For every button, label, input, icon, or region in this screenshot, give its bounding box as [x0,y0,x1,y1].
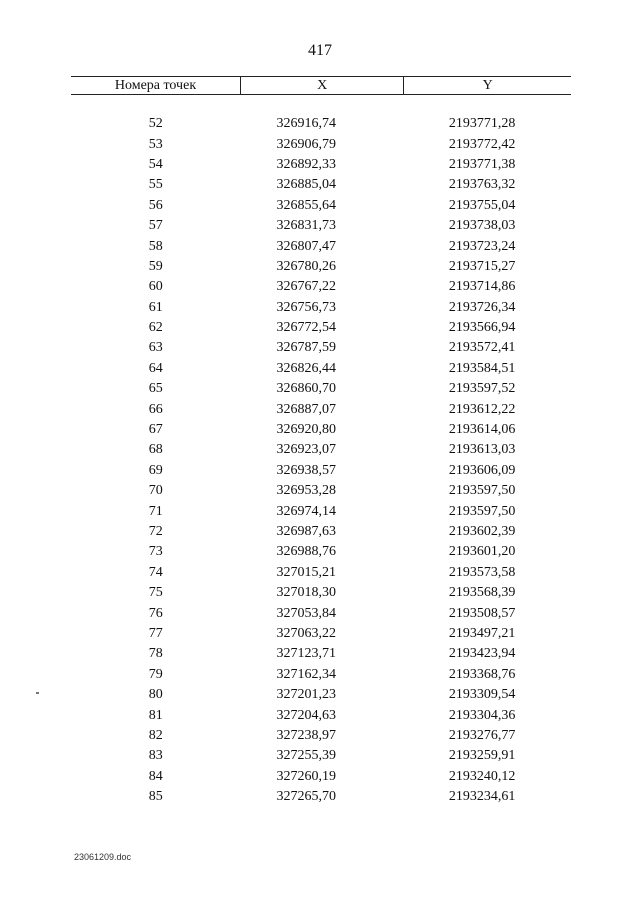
header-point-number: Номера точек [71,77,240,95]
x-coordinate-cell: 327123,71 [276,646,336,662]
table-row [71,542,571,562]
y-coordinate-cell: 2193614,06 [448,422,516,438]
y-coordinate-cell: 2193755,04 [448,197,516,213]
table-row [71,481,571,501]
y-coordinate-cell: 2193568,39 [448,585,516,601]
table-row [71,705,571,725]
x-coordinate-cell: 326974,14 [276,503,336,519]
y-coordinate-cell: 2193566,94 [448,320,516,336]
x-coordinate-cell: 327255,39 [276,748,336,764]
point-number-cell: 55 [148,177,163,193]
point-number-cell: 60 [148,279,163,295]
y-coordinate-cell: 2193508,57 [448,605,516,621]
x-coordinate-cell: 327204,63 [276,707,336,723]
table-row [71,787,571,807]
footer-filename: 23061209.doc [74,852,132,862]
table-row [71,501,571,521]
y-coordinate-cell: 2193234,61 [448,789,516,805]
y-coordinate-cell: 2193763,32 [448,177,516,193]
x-coordinate-cell: 326767,22 [276,279,336,295]
header-x: X [240,77,403,95]
x-coordinate-cell: 326938,57 [276,462,336,478]
x-coordinate-cell: 326920,80 [276,422,336,438]
point-number-cell: 73 [148,544,163,560]
table-row [71,624,571,644]
point-number-cell: 64 [148,360,163,376]
table-row [71,563,571,583]
point-number-cell: 56 [148,197,163,213]
x-coordinate-cell: 327053,84 [276,605,336,621]
point-number-cell: 63 [148,340,163,356]
x-coordinate-cell: 326988,76 [276,544,336,560]
x-coordinate-cell: 327265,70 [276,789,336,805]
y-coordinate-cell: 2193772,42 [448,136,516,152]
y-coordinate-cell: 2193771,28 [448,116,516,132]
x-coordinate-cell: 326860,70 [276,381,336,397]
x-coordinate-cell: 327018,30 [276,585,336,601]
x-coordinate-cell: 326916,74 [276,116,336,132]
y-coordinate-cell: 2193584,51 [448,360,516,376]
page-number: 417 [308,42,332,59]
y-coordinate-cell: 2193368,76 [448,666,516,682]
table-row [71,196,571,216]
x-coordinate-cell: 326892,33 [276,156,336,172]
y-coordinate-cell: 2193771,38 [448,156,516,172]
point-number-cell: 58 [148,238,163,254]
table-row [71,399,571,419]
table-row [71,726,571,746]
point-number-cell: 77 [148,625,163,641]
y-coordinate-cell: 2193276,77 [448,727,516,743]
y-coordinate-cell: 2193613,03 [448,442,516,458]
table-row [71,277,571,297]
y-coordinate-cell: 2193714,86 [448,279,516,295]
y-coordinate-cell: 2193597,52 [448,381,516,397]
x-coordinate-cell: 326780,26 [276,258,336,274]
point-number-cell: 54 [148,156,163,172]
table-row [71,767,571,787]
y-coordinate-cell: 2193423,94 [448,646,516,662]
point-number-cell: 72 [148,524,163,539]
point-number-cell: 69 [148,462,163,478]
point-number-cell: 71 [148,503,163,519]
point-number-cell: 59 [148,258,163,274]
header-row [71,77,571,95]
x-coordinate-cell: 326923,07 [276,442,336,458]
table-row [71,134,571,154]
y-coordinate-cell: 2193240,12 [448,768,516,784]
point-number-cell: 83 [148,748,163,764]
table-row [71,236,571,256]
table-row [71,318,571,338]
point-number-cell: 57 [148,218,163,234]
table-row [71,114,571,134]
x-coordinate-cell: 326807,47 [276,238,336,254]
point-number-cell: 65 [148,381,163,397]
point-number-cell: 80 [148,687,163,703]
table-row [71,216,571,236]
point-number-cell: 66 [148,401,163,417]
x-coordinate-cell: 326772,54 [276,320,336,336]
x-coordinate-cell: 327260,19 [276,768,336,784]
table-body [71,95,571,808]
table-row [71,665,571,685]
point-number-cell: 68 [148,442,163,458]
header-y: Y [404,77,571,95]
point-number-cell: 67 [148,422,163,438]
spacer-cell [71,95,571,115]
table-row [71,644,571,664]
x-coordinate-cell: 326826,44 [276,360,336,376]
table-row [71,175,571,195]
point-number-cell: 79 [148,666,163,682]
y-coordinate-cell: 2193738,03 [448,218,516,234]
table-row [71,359,571,379]
point-number-cell: 75 [148,585,163,601]
point-number-cell: 78 [148,646,163,662]
x-coordinate-cell: 327238,97 [276,727,336,743]
x-coordinate-cell: 326987,63 [276,524,336,539]
table-row [71,298,571,318]
table-row [71,379,571,399]
point-number-cell: 81 [148,707,163,723]
x-coordinate-cell: 327162,34 [276,666,336,682]
y-coordinate-cell: 2193606,09 [448,462,516,478]
point-number-cell: 84 [148,768,163,784]
y-coordinate-cell: 2193715,27 [448,258,516,274]
y-coordinate-cell: 2193597,50 [448,503,516,519]
table-row [71,338,571,358]
y-coordinate-cell: 2193602,39 [448,524,516,539]
table-row [71,440,571,460]
coordinates-table-wrapper [71,76,571,807]
point-number-cell: 62 [148,320,163,336]
x-coordinate-cell: 326756,73 [276,299,336,315]
y-coordinate-cell: 2193573,58 [448,564,516,580]
table-row [71,746,571,766]
y-coordinate-cell: 2193597,50 [448,483,516,499]
table-row [71,685,571,705]
point-number-cell: 74 [148,564,163,580]
x-coordinate-cell: 327015,21 [276,564,336,580]
y-coordinate-cell: 2193309,54 [448,687,516,703]
x-coordinate-cell: 327201,23 [276,687,336,703]
x-coordinate-cell: 326906,79 [276,136,336,152]
table-row [71,420,571,440]
y-coordinate-cell: 2193601,20 [448,544,516,560]
table-row [71,583,571,603]
y-coordinate-cell: 2193572,41 [448,340,516,356]
scan-artifact-dot [36,692,39,694]
point-number-cell: 61 [148,299,163,315]
point-number-cell: 70 [148,483,163,499]
y-coordinate-cell: 2193259,91 [448,748,516,764]
x-coordinate-cell: 326787,59 [276,340,336,356]
table-row [71,461,571,481]
table-row [71,603,571,623]
table-row [71,522,571,542]
point-number-cell: 52 [148,116,163,132]
table-row [71,257,571,277]
y-coordinate-cell: 2193304,36 [448,707,516,723]
header-spacer-row [71,95,571,115]
y-coordinate-cell: 2193726,34 [448,299,516,315]
y-coordinate-cell: 2193723,24 [448,238,516,254]
point-number-cell: 85 [148,789,163,805]
x-coordinate-cell: 326887,07 [276,401,336,417]
point-number-cell: 76 [148,605,163,621]
point-number-cell: 82 [148,727,163,743]
x-coordinate-cell: 326855,64 [276,197,336,213]
point-number-cell: 53 [148,136,163,152]
table-header [71,77,571,95]
x-coordinate-cell: 326831,73 [276,218,336,234]
y-coordinate-cell: 2193612,22 [448,401,516,417]
x-coordinate-cell: 327063,22 [276,625,336,641]
x-coordinate-cell: 326953,28 [276,483,336,499]
y-coordinate-cell: 2193497,21 [448,625,516,641]
x-coordinate-cell: 326885,04 [276,177,336,193]
table-row [71,155,571,175]
coordinates-table [71,76,571,807]
